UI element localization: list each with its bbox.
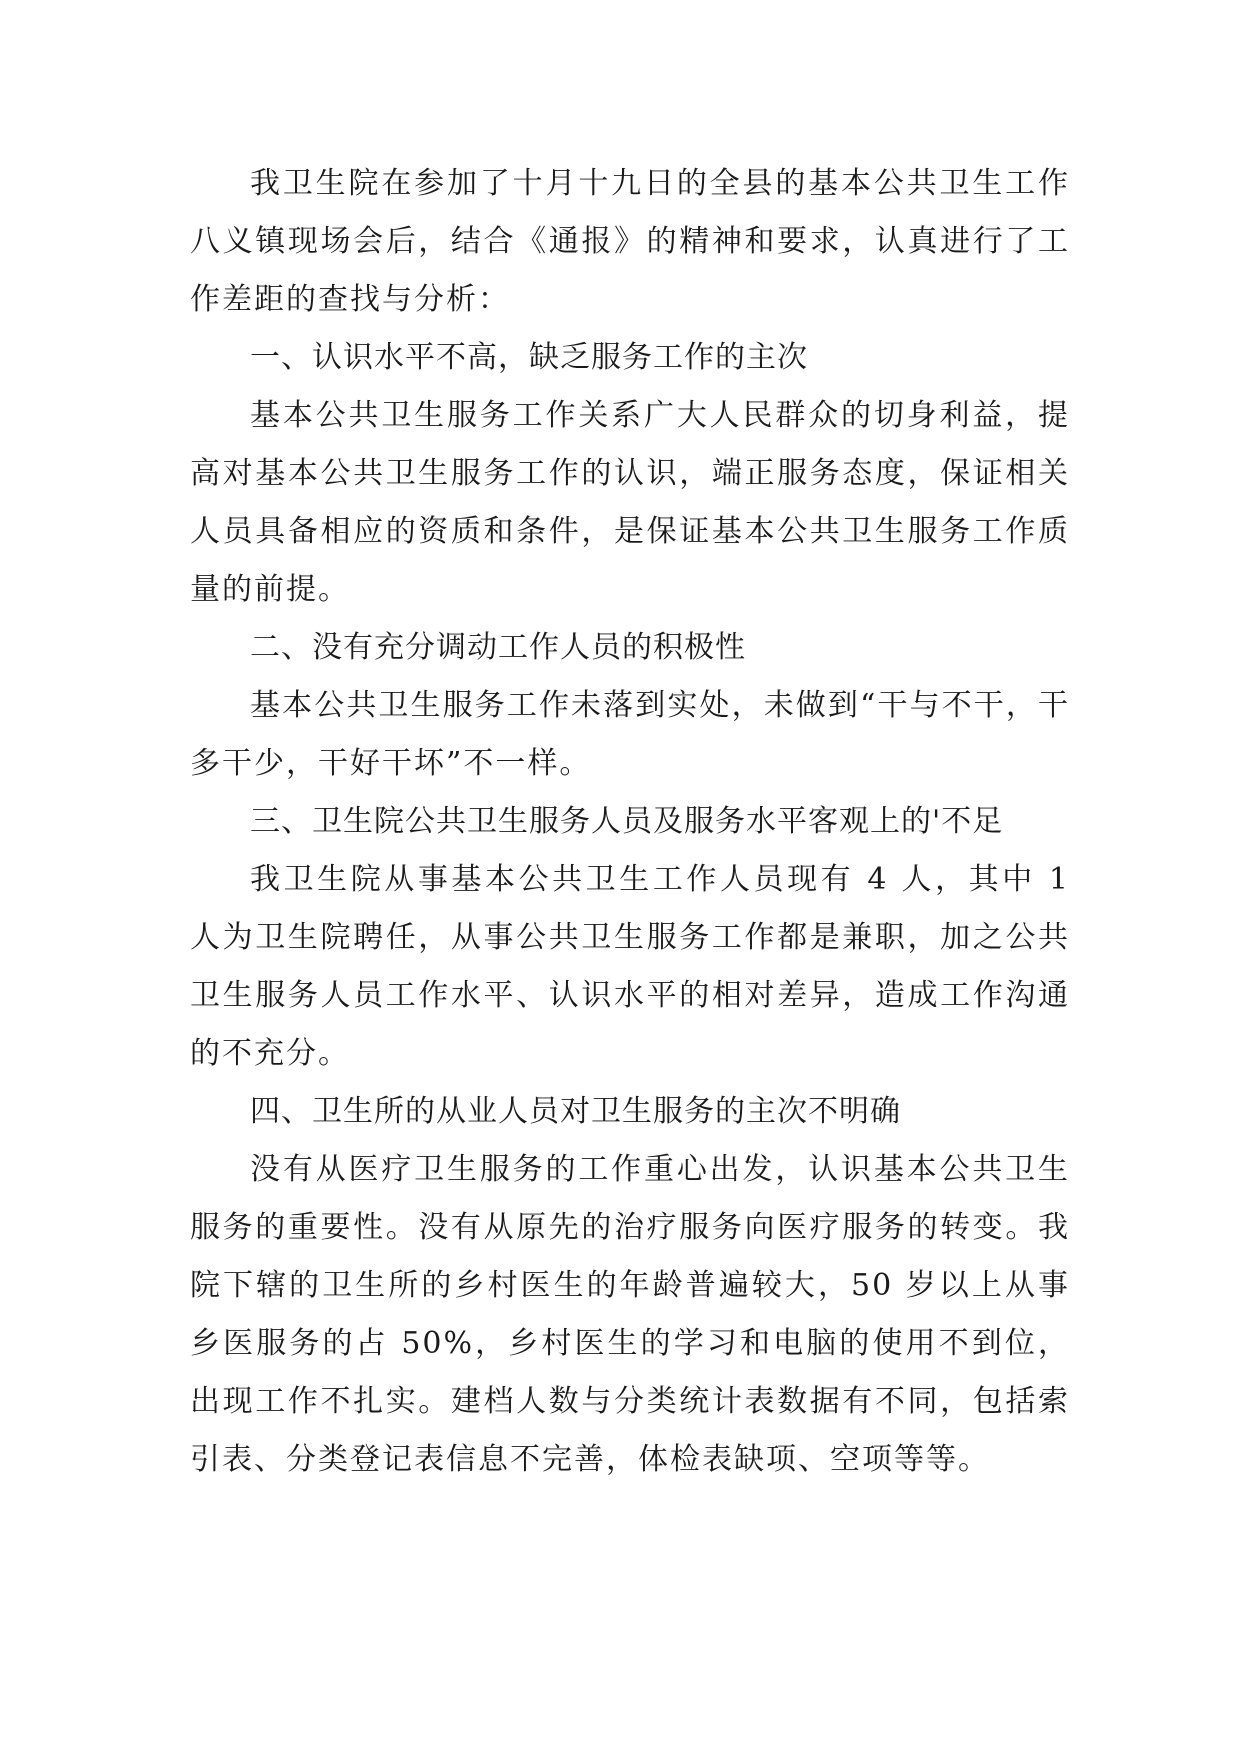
- intro-paragraph: 我卫生院在参加了十月十九日的全县的基本公共卫生工作八义镇现场会后，结合《通报》的精神和要求，认真进行了工作差距的查找与分析：: [190, 166, 1070, 317]
- document-page: [190, 155, 1070, 1489]
- section-body-3: 我卫生院从事基本公共卫生工作人员现有 4 人，其中 1 人为卫生院聘任，从事公共卫生服务工作都是兼职，加之公共卫生服务人员工作水平、认识水平的相对差异，造成工作沟通的不充分。: [190, 862, 1070, 1071]
- section-heading-3: 三、卫生院公共卫生服务人员及服务水平客观上的'不足: [250, 804, 1004, 839]
- section-heading-2: 二、没有充分调动工作人员的积极性: [250, 630, 746, 665]
- section-heading-1: 一、认识水平不高，缺乏服务工作的主次: [250, 340, 808, 375]
- section-heading-4: 四、卫生所的从业人员对卫生服务的主次不明确: [250, 1094, 901, 1129]
- section-body-4: 没有从医疗卫生服务的工作重心出发，认识基本公共卫生服务的重要性。没有从原先的治疗服务向医疗服务的转变。我院下辖的卫生所的乡村医生的年龄普遍较大，50 岁以上从事乡医服务的占 50%，乡村医生的学习和电脑的使用不到位，出现工作不扎实。建档人数与分类统计表数据有不同，包括索引表、分类登记表信息不完善，体检表缺项、空项等等。: [190, 1152, 1070, 1477]
- section-body-2: 基本公共卫生服务工作未落到实处，未做到“干与不干，干多干少，干好干坏”不一样。: [190, 688, 1070, 781]
- section-body-1: 基本公共卫生服务工作关系广大人民群众的切身利益，提高对基本公共卫生服务工作的认识，端正服务态度，保证相关人员具备相应的资质和条件，是保证基本公共卫生服务工作质量的前提。: [190, 398, 1070, 607]
